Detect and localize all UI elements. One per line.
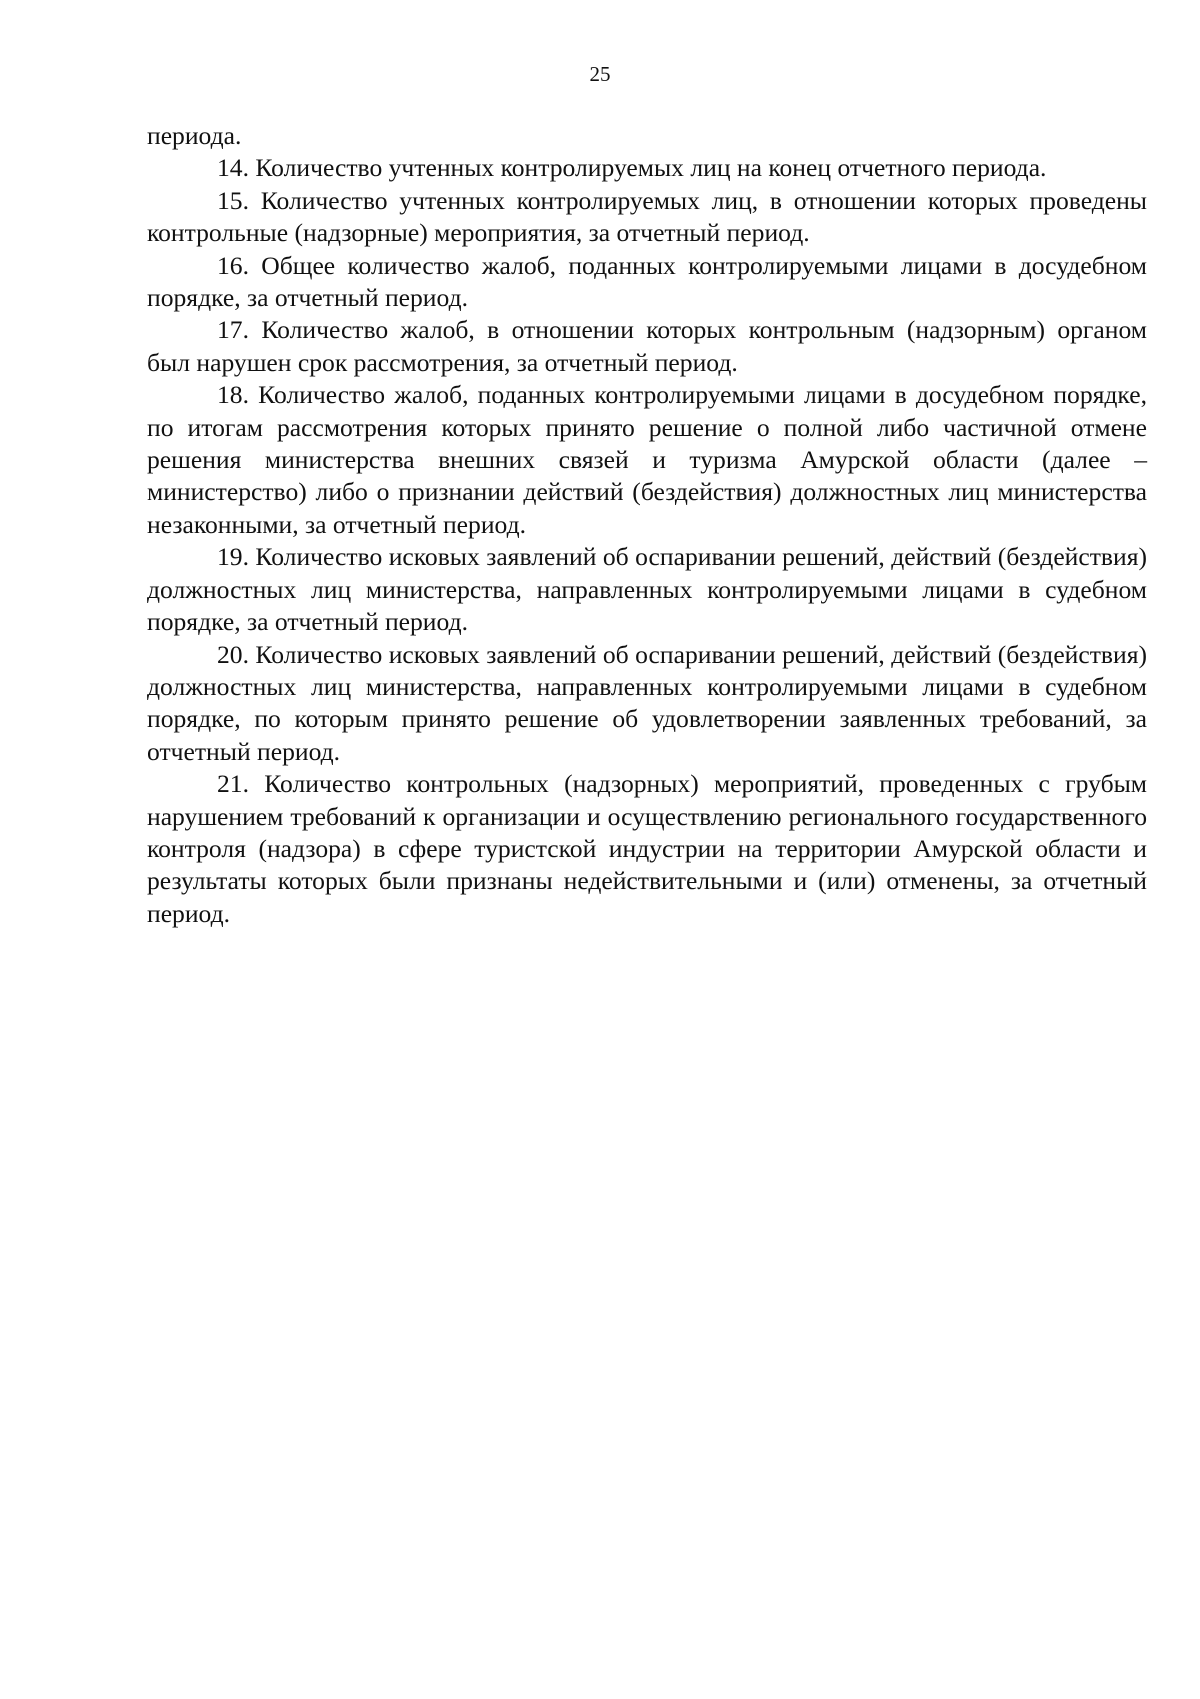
list-item: 16. Общее количество жалоб, поданных контролируемыми лицами в досудебном порядке, за отчетный период. [147,250,1147,313]
list-item: 17. Количество жалоб, в отношении которых контрольным (надзорным) органом был нарушен срок рассмотрения, за отчетный период. [147,315,1147,377]
list-item: 21. Количество контрольных (надзорных) мероприятий, проведенных с грубым нарушением требований к организации и осуществлению регионального государственного контроля (надзора) в сфере туристской индустрии на территории Амурской области и результаты которых были признаны недействительными и (или) отменены, за отчетный период. [147,769,1147,928]
list-item: 18. Количество жалоб, поданных контролируемыми лицами в досудебном порядке, по итогам рассмотрения которых принято решение о полной либо частичной отмене решения министерства внешних связей и туризма Амурской области (далее – министерство) либо о признании действий (бездействия) должностных лиц министерства незаконными, за отчетный период. [147,380,1147,539]
document-body [147,120,1147,930]
list-item: 14. Количество учтенных контролируемых лиц на конец отчетного периода. [217,153,1047,183]
list-item: 20. Количество исковых заявлений об оспаривании решений, действий (бездействия) должностных лиц министерства, направленных контролируемыми лицами в судебном порядке, по которым принято решение об удовлетворении заявленных требований, за отчетный период. [147,639,1147,766]
continuation-text: периода. [147,121,242,150]
list-item: 15. Количество учтенных контролируемых лиц, в отношении которых проведены контрольные (надзорные) мероприятия, за отчетный период. [147,185,1147,248]
page-number: 25 [589,62,611,86]
list-item: 19. Количество исковых заявлений об оспаривании решений, действий (бездействия) должностных лиц министерства, направленных контролируемыми лицами в судебном порядке, за отчетный период. [147,542,1147,637]
